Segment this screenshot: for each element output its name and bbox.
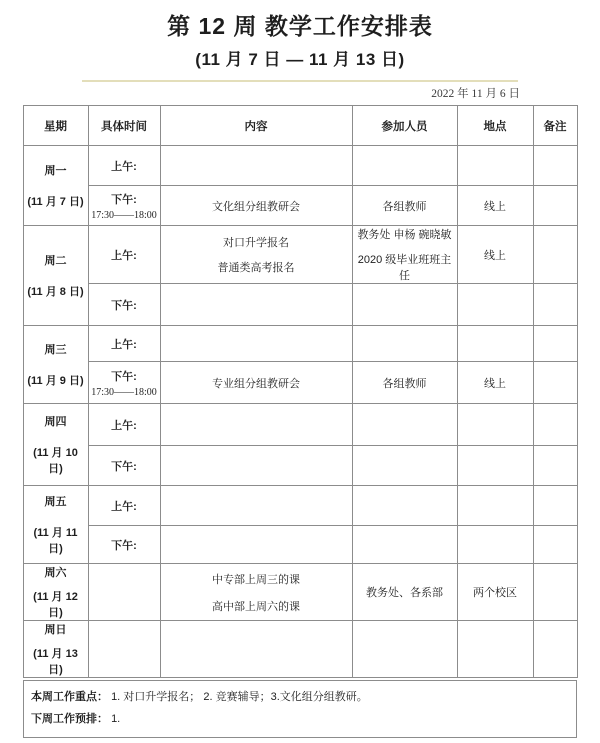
participants-cell: 各组教师 [352,186,457,226]
content-cell [160,564,352,621]
next-week-text: 1. [111,713,121,725]
day-cell-thu [23,404,88,486]
content-cell [160,326,352,362]
day-name: 周日 [44,624,67,636]
content-cell [160,486,352,526]
day-date: (11 月 11 日) [33,527,78,555]
remarks-cell [533,621,577,678]
time-cell-fri-pm: 下午: [88,526,160,564]
time-cell-fri-am: 上午: [88,486,160,526]
participants-cell [352,146,457,186]
content-cell [160,446,352,486]
content-line-2: 高中部上周六的课 [212,600,300,613]
row-thu-am [23,404,577,446]
day-name: 周二 [44,255,67,267]
col-header-content: 内容 [160,106,352,146]
table-header-row [23,106,577,146]
day-date: (11 月 7 日) [27,196,84,208]
location-cell [457,404,533,446]
col-header-weekday: 星期 [23,106,88,146]
participants-cell [352,326,457,362]
participants-cell [352,526,457,564]
day-date: (11 月 13 日) [33,648,78,676]
remarks-cell [533,146,577,186]
row-tue-am [23,226,577,284]
content-cell [160,404,352,446]
day-cell-sat [23,564,88,621]
col-header-location: 地点 [457,106,533,146]
time-range: 17:30——18:00 [91,209,157,221]
col-header-remarks: 备注 [533,106,577,146]
time-cell-wed-am: 上午: [88,326,160,362]
day-date: (11 月 10 日) [33,447,78,475]
week-focus-label: 本周工作重点： [31,691,108,703]
row-fri-pm [23,526,577,564]
location-cell [457,146,533,186]
location-cell [457,486,533,526]
week-focus-text: 1. 对口升学报名； 2. 竞赛辅导；3.文化组分组教研。 [111,691,368,703]
participants-cell: 教务处、各系部 [352,564,457,621]
day-cell-mon [23,146,88,226]
content-line-1: 对口升学报名 [223,237,289,249]
divider-line [82,80,518,82]
participants-cell [352,446,457,486]
row-mon-am [23,146,577,186]
day-name: 周五 [44,496,67,508]
content-line-1: 中专部上周三的课 [212,573,300,586]
row-wed-am [23,326,577,362]
location-cell: 线上 [457,186,533,226]
time-cell-mon-pm [88,186,160,226]
content-cell: 文化组分组教研会 [160,186,352,226]
row-thu-pm [23,446,577,486]
day-name: 周三 [44,344,67,356]
participants-cell: 各组教师 [352,362,457,404]
location-cell: 线上 [457,362,533,404]
location-cell [457,526,533,564]
row-sat [23,564,577,621]
participants-line-1: 教务处 申杨 碗晓敏 [357,229,452,241]
participants-cell [352,621,457,678]
day-name: 周四 [44,416,67,428]
content-cell [160,226,352,284]
page-title: 第 12 周 教学工作安排表 [167,13,433,39]
location-cell [457,446,533,486]
remarks-cell [533,486,577,526]
col-header-participants: 参加人员 [352,106,457,146]
day-date: (11 月 12 日) [33,591,78,619]
document-date: 2022 年 11 月 6 日 [431,88,520,100]
location-cell: 线上 [457,226,533,284]
day-cell-tue [23,226,88,326]
content-line-2: 普通类高考报名 [217,262,295,274]
remarks-cell [533,404,577,446]
time-cell-wed-pm [88,362,160,404]
next-week-line [31,712,569,726]
content-cell [160,284,352,326]
location-cell [457,284,533,326]
content-cell [160,621,352,678]
day-cell-wed [23,326,88,404]
row-sun [23,621,577,678]
schedule-table [23,105,578,678]
time-range: 17:30——18:00 [91,386,157,398]
time-label: 下午: [111,370,137,383]
day-cell-fri [23,486,88,564]
notes-box [23,680,577,738]
remarks-cell [533,326,577,362]
next-week-label: 下周工作预排： [31,713,108,725]
row-mon-pm [23,186,577,226]
day-cell-sun [23,621,88,678]
time-cell-sat [88,564,160,621]
participants-line-2: 2020 级毕业班班主任 [357,254,452,282]
time-cell-thu-pm: 下午: [88,446,160,486]
content-cell: 专业组分组教研会 [160,362,352,404]
time-cell-mon-am: 上午: [88,146,160,186]
participants-cell [352,284,457,326]
row-wed-pm [23,362,577,404]
participants-cell [352,486,457,526]
remarks-cell [533,186,577,226]
col-header-time: 具体时间 [88,106,160,146]
participants-cell [352,404,457,446]
day-date: (11 月 8 日) [27,286,84,298]
row-tue-pm [23,284,577,326]
remarks-cell [533,284,577,326]
page-subtitle: (11 月 7 日 — 11 月 13 日) [195,50,405,69]
remarks-cell [533,446,577,486]
content-cell [160,146,352,186]
week-focus-line [31,690,569,704]
time-label: 下午: [111,193,137,206]
time-cell-thu-am: 上午: [88,404,160,446]
time-cell-tue-am: 上午: [88,226,160,284]
time-cell-tue-pm: 下午: [88,284,160,326]
remarks-cell [533,362,577,404]
content-cell [160,526,352,564]
location-cell [457,326,533,362]
row-fri-am [23,486,577,526]
location-cell [457,621,533,678]
time-cell-sun [88,621,160,678]
location-cell: 两个校区 [457,564,533,621]
participants-cell [352,226,457,284]
day-name: 周六 [44,567,67,579]
day-name: 周一 [44,165,67,177]
day-date: (11 月 9 日) [27,375,84,387]
remarks-cell [533,564,577,621]
remarks-cell [533,226,577,284]
remarks-cell [533,526,577,564]
